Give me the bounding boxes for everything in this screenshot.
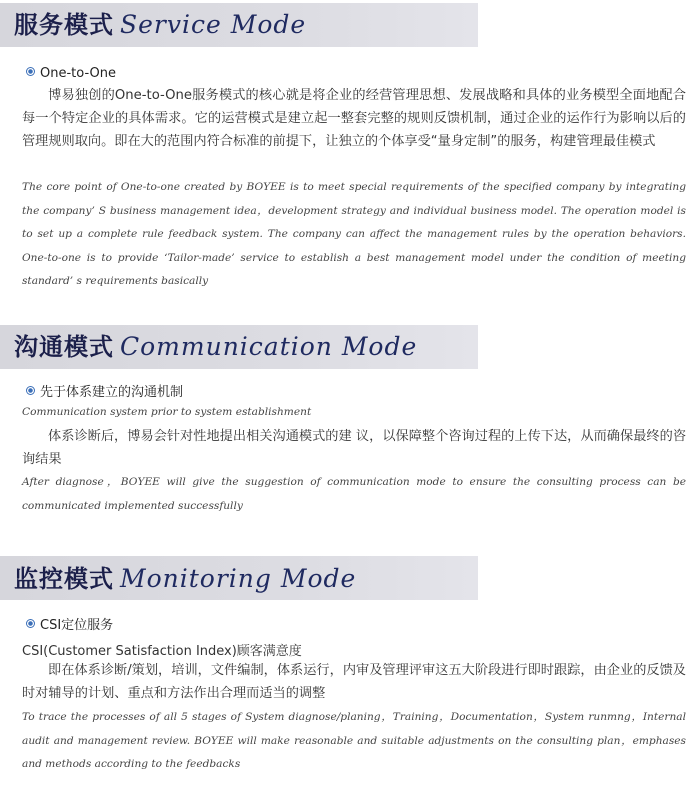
- heading-en: Communication Mode: [120, 332, 418, 361]
- bullet-item: [26, 618, 113, 634]
- bullet-icon: [26, 619, 35, 628]
- section-heading: [14, 8, 306, 45]
- english-paragraph: To trace the processes of all 5 stages of System diagnose/planing，Training，Documentation，System runmng，Internal audit and management review. BOYEE will make reasonable and suitable adjustments on the consulting plan，emphases and methods according to the feedbacks: [22, 711, 686, 770]
- chinese-paragraph: [22, 84, 686, 153]
- bullet-label: One-to-One: [40, 66, 116, 81]
- heading-cn: 沟通模式: [14, 333, 114, 361]
- heading-cn: 监控模式: [14, 565, 114, 593]
- section-heading: [14, 330, 417, 367]
- bullet-label: 先于体系建立的沟通机制: [40, 385, 184, 400]
- heading-en: Service Mode: [120, 10, 307, 39]
- heading-cn: 服务模式: [14, 11, 114, 39]
- chinese-paragraph-text: 即在体系诊断/策划，培训，文件编制，体系运行，内审及管理评审这五大阶段进行即时跟踪，由企业的反馈及时对辅导的计划、重点和方法作出合理而适当的调整: [22, 663, 686, 701]
- bullet-label: CSI定位服务: [40, 618, 114, 633]
- english-paragraph: The core point of One-to-one created by BOYEE is to meet special requirements of the specified company by integrating the company’ S business management idea，development strategy and individual business model. The operation model is to set up a complete rule feedback system. The company can affect the management rules by the operation behaviors. One-to-one is to provide ‘Tailor-made’ service to establish a best management model under the condition of meeting standard’ s requirements basically: [22, 181, 686, 287]
- bullet-item: [26, 66, 116, 82]
- english-paragraph: After diagnose，BOYEE will give the suggestion of communication mode to ensure the consulting process can be communicated implemented successfully: [22, 476, 686, 512]
- csi-definition: CSI(Customer Satisfaction Index)顾客满意度: [22, 644, 302, 659]
- heading-en: Monitoring Mode: [120, 564, 357, 593]
- chinese-paragraph: [22, 425, 686, 471]
- section-heading: [14, 562, 356, 599]
- chinese-paragraph-text: 体系诊断后，博易会针对性地提出相关沟通模式的建 议，以保障整个咨询过程的上传下达，从而确保最终的咨询结果: [22, 429, 686, 467]
- chinese-paragraph: [22, 659, 686, 705]
- chinese-paragraph-text: 博易独创的One-to-One服务模式的核心就是将企业的经营管理思想、发展战略和具体的业务模型全面地配合每一个特定企业的具体需求。它的运营模式是建立起一整套完整的规则反馈机制，通过企业的运作行为影响以后的管理规则取向。即在大的范围内符合标准的前提下，让独立的个体享受“量身定制”的服务，构建管理最佳模式: [22, 88, 686, 149]
- bullet-item: [26, 385, 183, 401]
- english-subtitle: Communication system prior to system establishment: [22, 406, 312, 418]
- bullet-icon: [26, 386, 35, 395]
- bullet-icon: [26, 67, 35, 76]
